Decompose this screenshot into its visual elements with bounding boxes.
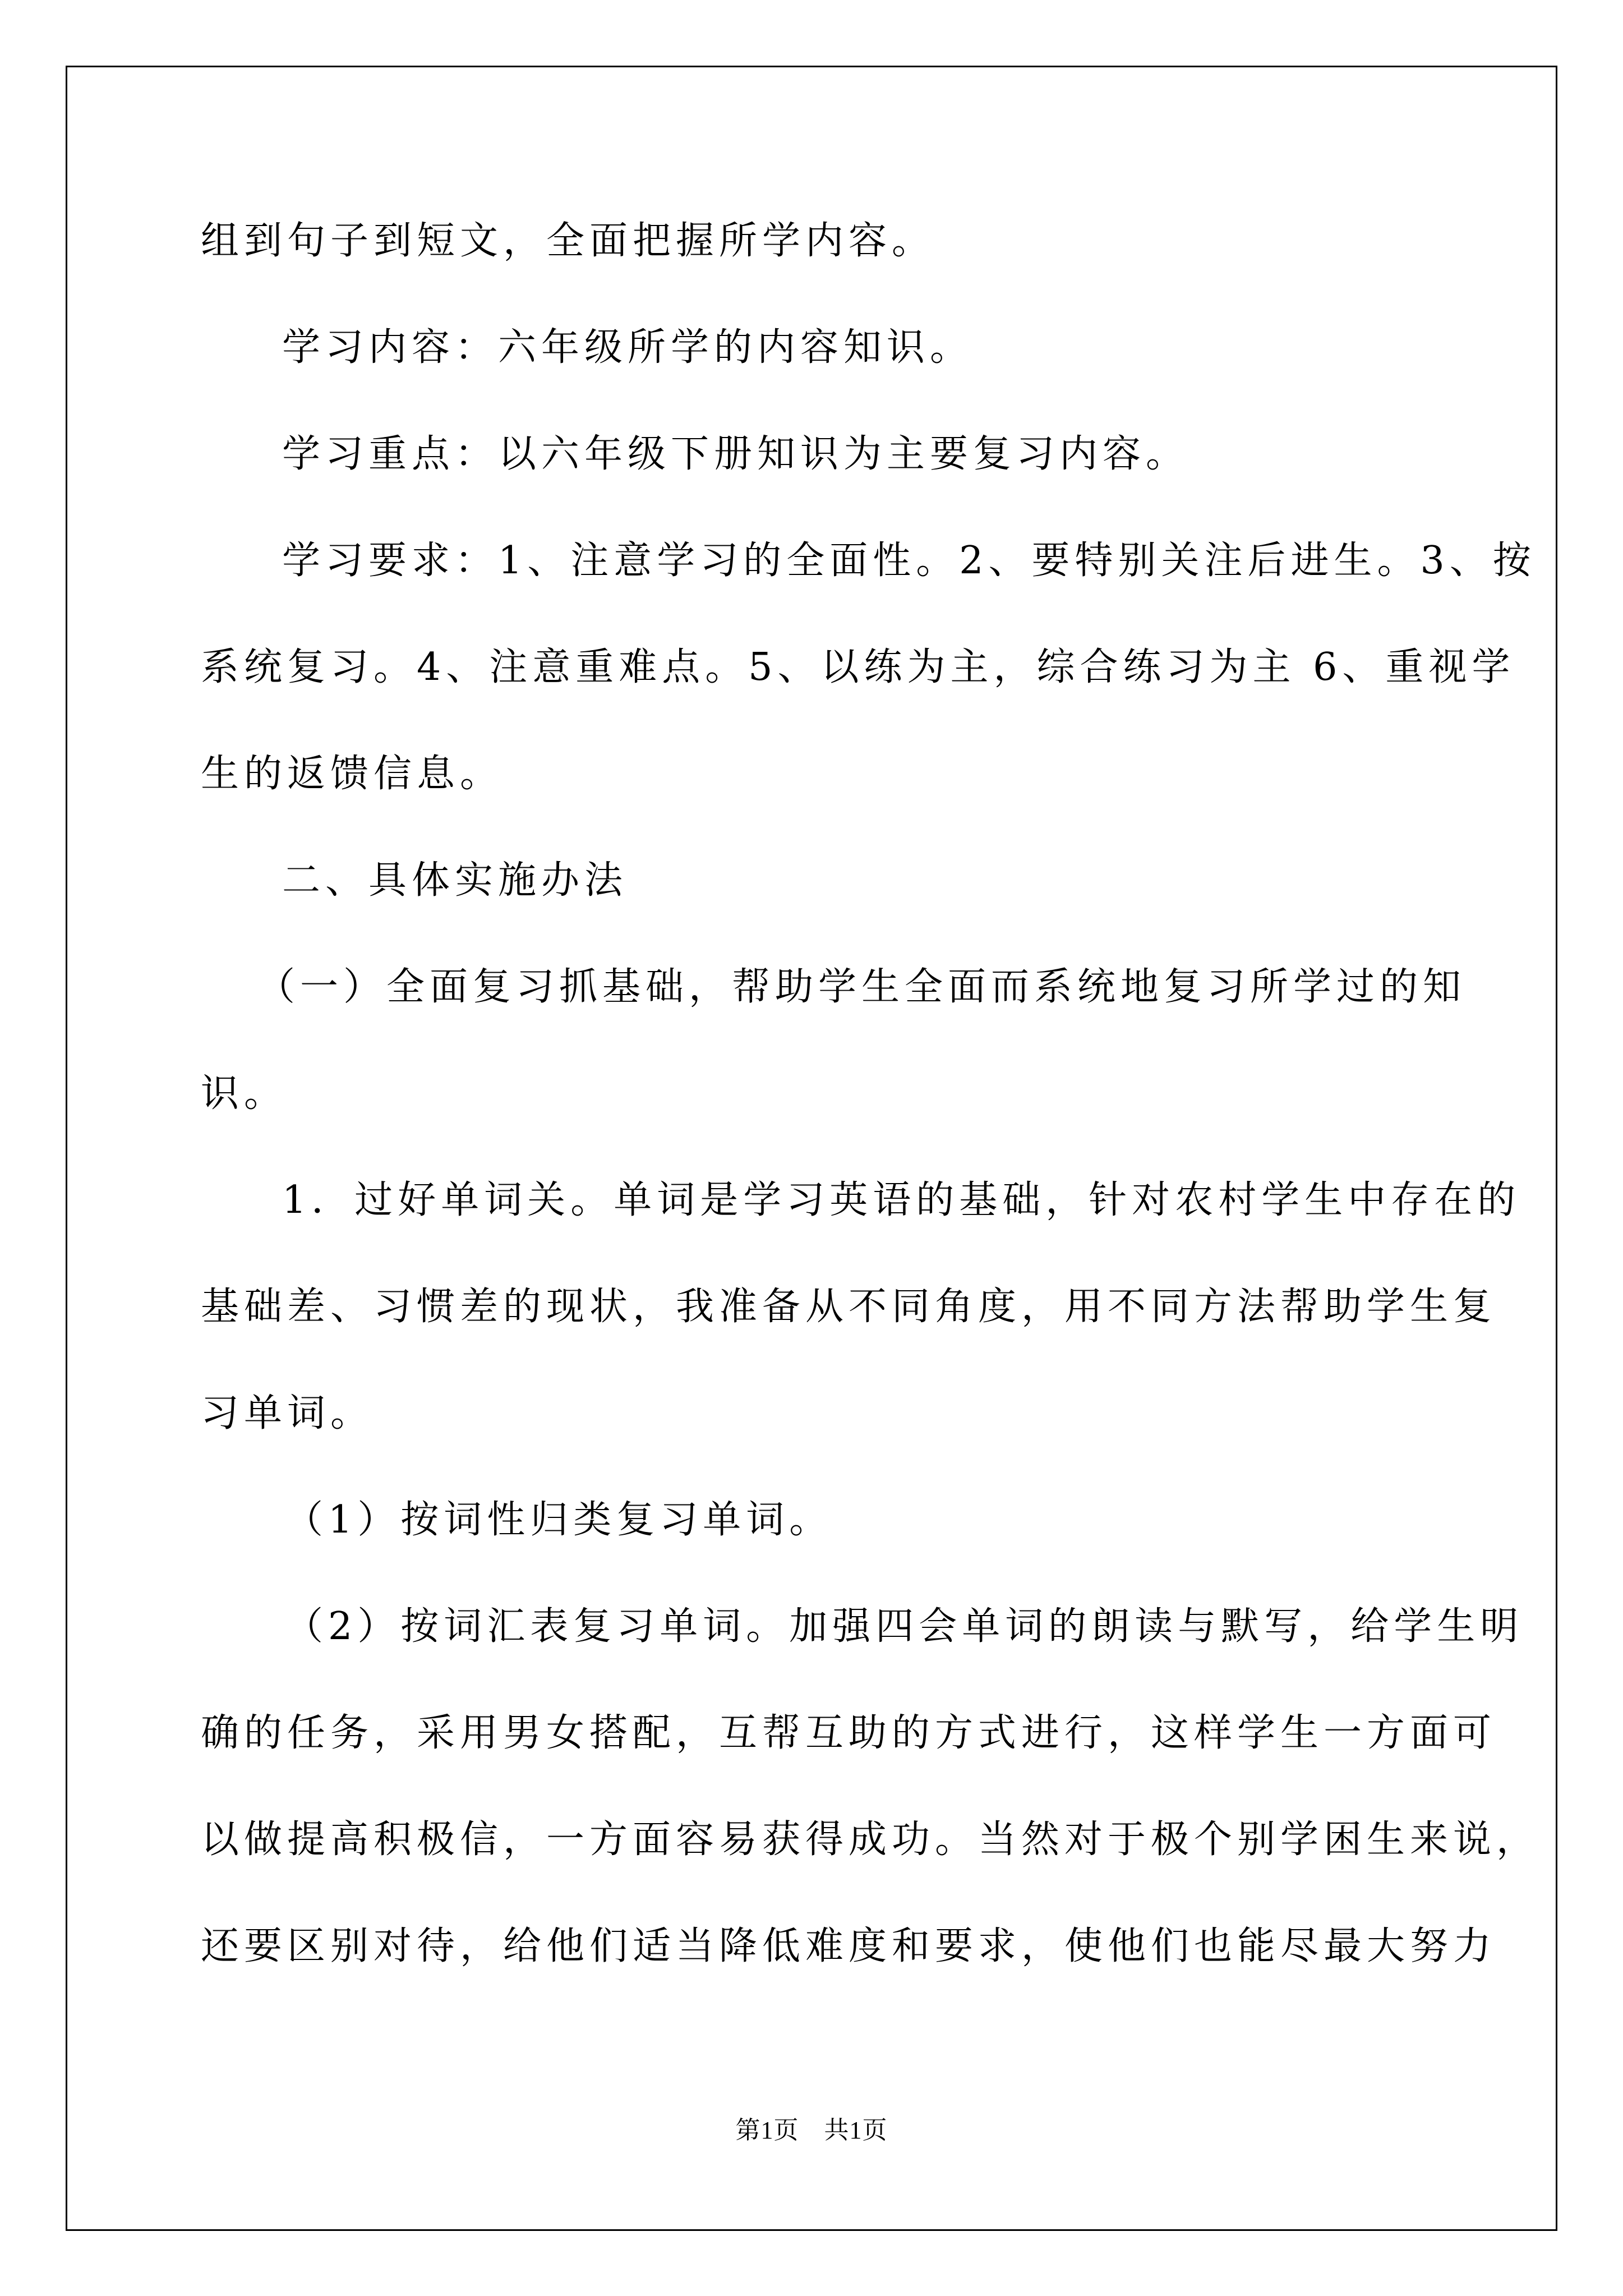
paragraph-line: （2）按词汇表复习单词。加强四会单词的朗读与默写，给学生明: [285, 1604, 1524, 1649]
paragraph-line: 习单词。: [201, 1391, 374, 1435]
paragraph-line: （1）按词性归类复习单词。: [285, 1498, 833, 1542]
paragraph-line: 生的返馈信息。: [201, 752, 504, 796]
paragraph-line: 以做提高积极信，一方面容易获得成功。当然对于极个别学困生来说，: [201, 1818, 1540, 1862]
paragraph-line: 组到句子到短文，全面把握所学内容。: [201, 219, 935, 263]
paragraph-line: 1．过好单词关。单词是学习英语的基础，针对农村学生中存在的: [282, 1178, 1521, 1222]
paragraph-line: 学习重点：以六年级下册知识为主要复习内容。: [282, 432, 1189, 476]
paragraph-line: 系统复习。4、注意重难点。5、以练为主，综合练习为主 6、重视学: [201, 645, 1515, 689]
paragraph-line: 学习要求：1、注意学习的全面性。2、要特别关注后进生。3、按: [282, 539, 1536, 583]
paragraph-line: 学习内容：六年级所学的内容知识。: [282, 325, 974, 370]
section-heading: 二、具体实施办法: [282, 858, 628, 903]
page-border: [66, 66, 1557, 2231]
paragraph-line: 确的任务，采用男女搭配，互帮互助的方式进行，这样学生一方面可: [201, 1711, 1497, 1755]
paragraph-line: 识。: [201, 1071, 288, 1116]
page-footer: 第1页 共1页: [735, 2116, 888, 2144]
paragraph-line: 还要区别对待，给他们适当降低难度和要求，使他们也能尽最大努力: [201, 1924, 1497, 1968]
paragraph-line: （一）全面复习抓基础，帮助学生全面而系统地复习所学过的知: [257, 965, 1467, 1009]
paragraph-line: 基础差、习惯差的现状，我准备从不同角度，用不同方法帮助学生复: [201, 1285, 1497, 1329]
